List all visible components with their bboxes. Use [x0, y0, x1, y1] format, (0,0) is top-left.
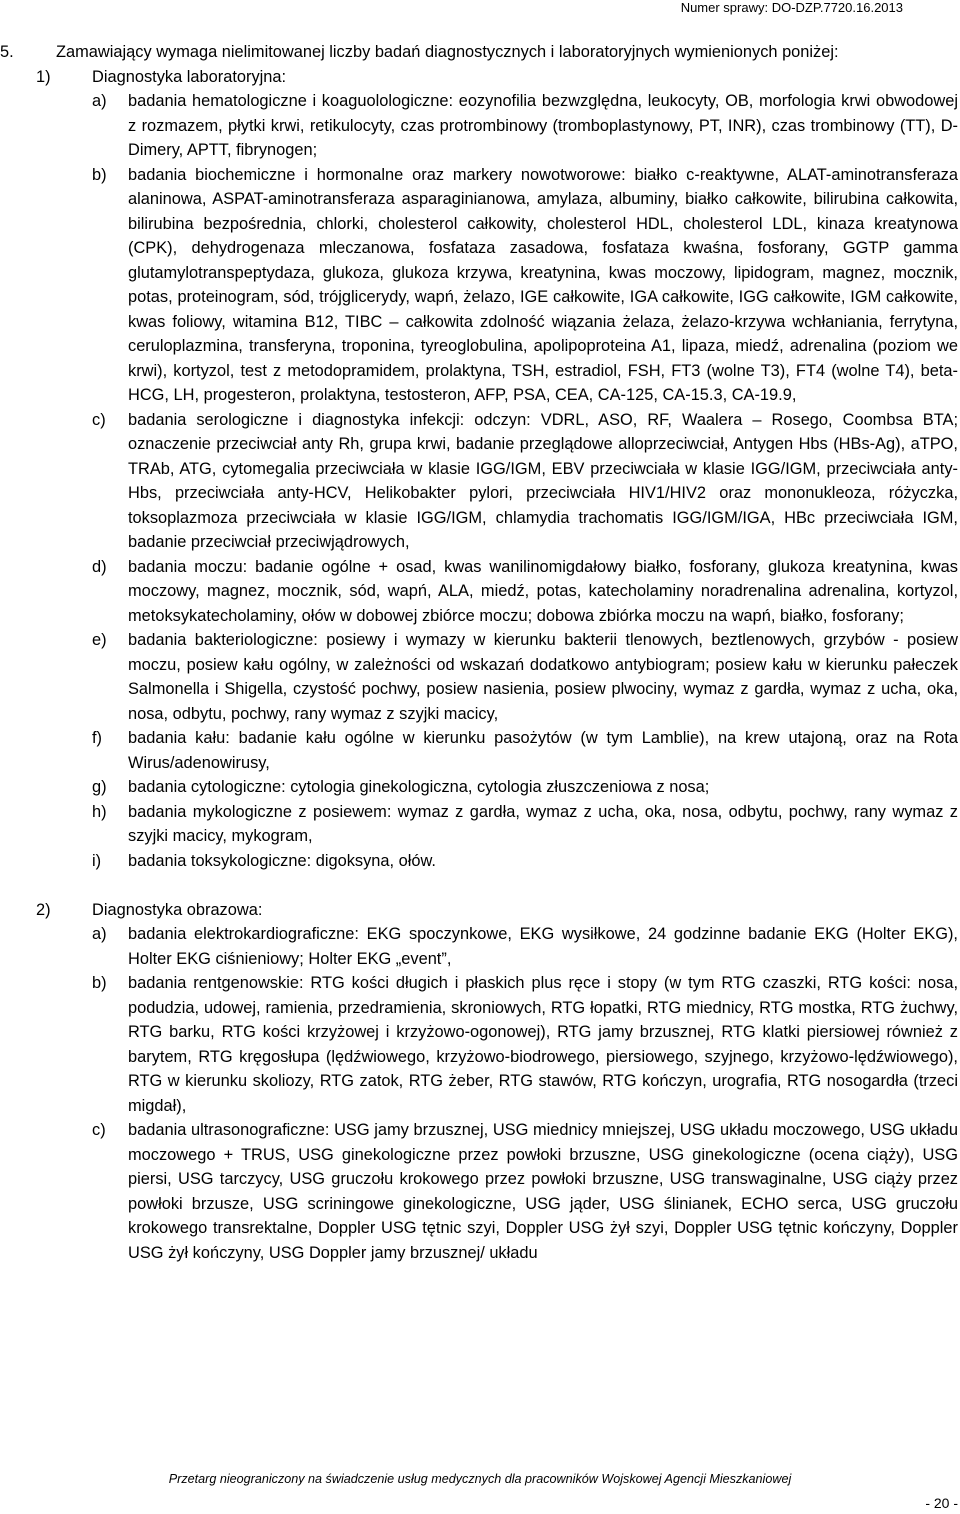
- subsection-number: 1): [36, 67, 51, 86]
- list-item: [0, 971, 960, 1118]
- item-text: badania bakteriologiczne: posiewy i wymazy w kierunku bakterii tlenowych, beztlenowych, grzybów - posiew moczu, posiew kału ogólny, w zależności od wskazań dodatkowo antybiogram; posiew kału w kierunku pałeczek Salmonella i Shigella, czystość pochwy, posiew nasienia, posiew plwociny, wymaz z gardła, wymaz z ucha, oka, nosa, odbytu, pochwy, rany wymaz z szyjki macicy,: [128, 631, 958, 723]
- item-text: badania elektrokardiograficzne: EKG spoczynkowe, EKG wysiłkowe, 24 godzinne badanie EKG (Holter EKG), Holter EKG ciśnieniowy; Holter EKG „event”,: [128, 925, 958, 968]
- subsection-title: Diagnostyka laboratoryjna:: [92, 67, 287, 86]
- list-item: [0, 726, 960, 775]
- item-text: badania toksykologiczne: digoksyna, ołów.: [128, 851, 436, 870]
- item-label: e): [92, 631, 107, 649]
- list-item: [0, 163, 960, 408]
- item-text: badania biochemiczne i hormonalne oraz markery nowotworowe: białko c-reaktywne, ALAT-aminotransferaza alaninowa, ASPAT-aminotransferaza asparaginianowa, amylaza, albuminy, białko całkowite, bilirubina całkowita, bilirubina bezpośrednia, chlorki, cholesterol całkowity, cholesterol HDL, cholesterol LDL, kinaza kreatynowa (CPK), dehydrogenaza mleczanowa, fosfataza zasadowa, fosfataza kwaśna, fosforany, GGTP gamma glutamylotranspeptydaza, glukoza, glukoza krzywa, kreatynina, kwas moczowy, lipidogram, magnez, mocznik, potas, proteinogram, sód, trójglicerydy, wapń, żelazo, IGE całkowite, IGA całkowite, IGG całkowite, IGM całkowite, kwas foliowy, witamina B12, TIBC – całkowita zdolność wiązania żelaza, żelazo-krzywa wchłaniania, ferrytyna, ceruloplazmina, transferyna, troponina, tyreoglobulina, apolipoproteina A1, lipaza, miedź, adrenalina (poziom we krwi), kortyzol, test z metodopramidem, prolaktyna, TSH, estradiol, FSH, FT3 (wolne T3), FT4 (wolne T4), beta-HCG, LH, progesteron, prolaktyna, testosteron, AFP, PSA, CEA, CA-125, CA-15.3, CA-19.9,: [128, 165, 958, 404]
- list-item: [0, 800, 960, 849]
- subsection-number: 2): [36, 900, 51, 919]
- imaging-diagnostics-heading: [0, 898, 960, 923]
- item-label: c): [92, 410, 106, 429]
- lab-diagnostics-heading: [0, 65, 960, 90]
- subsection-title: Diagnostyka obrazowa:: [92, 900, 263, 919]
- item-text: badania hematologiczne i koaguolologiczne: eozynofilia bezwzględna, leukocyty, OB, morfologia krwi obwodowej z rozmazem, płytki krwi, retikulocyty, czas protrombinowy (tromboplastynowy, PT, INR), czas trombinowy (TT), D-Dimery, APTT, fibrynogen;: [128, 92, 958, 159]
- item-label: f): [92, 729, 103, 747]
- item-label: g): [92, 778, 107, 796]
- item-label: i): [92, 851, 102, 870]
- footer-text: Przetarg nieograniczony na świadczenie usług medycznych dla pracowników Wojskowej Agencji Mieszkaniowej: [168, 1472, 792, 1486]
- spacer: [0, 873, 960, 898]
- item-text: badania moczu: badanie ogólne + osad, kwas wanilinomigdałowy białko, fosforany, glukoza kreatynina, kwas moczowy, magnez, mocznik, sód, wapń, ALA, miedź, potas, katecholaminy noradrenalina adrenalina, kortyzol, metoksykatecholaminy, ołów w dobowej zbiórce moczu; dobowa zbiórka moczu na wapń, białko, fosforany;: [128, 557, 958, 625]
- item-text: badania kału: badanie kału ogólne w kierunku pasożytów (w tym Lamblie), na krew utajoną, oraz na Rota Wirus/adenowirusy,: [128, 729, 958, 772]
- item-text: badania cytologiczne: cytologia ginekologiczna, cytologia złuszczeniowa z nosa;: [128, 778, 710, 796]
- list-item: [0, 922, 960, 971]
- list-item: [0, 89, 960, 163]
- case-number: Numer sprawy: DO-DZP.7720.16.2013: [680, 0, 903, 15]
- section-intro-text: Zamawiający wymaga nielimitowanej liczby badań diagnostycznych i laboratoryjnych wymienionych poniżej:: [56, 43, 839, 61]
- list-item: [0, 849, 960, 874]
- list-item: [0, 408, 960, 555]
- item-text: badania mykologiczne z posiewem: wymaz z gardła, wymaz z ucha, oka, nosa, odbytu, pochwy, rany wymaz z szyjki macicy, mykogram,: [128, 802, 958, 845]
- list-item: [0, 775, 960, 800]
- list-item: [0, 555, 960, 629]
- item-label: h): [92, 802, 107, 821]
- item-text: badania rentgenowskie: RTG kości długich i płaskich plus ręce i stopy (w tym RTG czaszki, RTG kości: nosa, podudzia, udowej, ramienia, przedramienia, skroniowych, RTG łopatki, RTG miednicy, RTG mostka, RTG żuchwy, RTG barku, RTG kości krzyżowej i krzyżowo-ogonowej), RTG jamy brzusznej, RTG klatki piersiowej również z barytem, RTG kręgosłupa (lędźwiowego, krzyżowo-biodrowego, piersiowego, szyjnego, krzyżowo-lędźwiowego), RTG w kierunku skoliozy, RTG zatok, RTG żeber, RTG stawów, RTG kończyn, urografia, RTG nosogardła (trzeci migdał),: [128, 974, 958, 1115]
- section-5: [0, 40, 960, 65]
- section-number: 5.: [0, 43, 14, 61]
- page-number: - 20 -: [925, 1495, 958, 1511]
- item-label: c): [92, 1121, 106, 1139]
- list-item: [0, 628, 960, 726]
- item-label: a): [92, 92, 107, 110]
- item-text: badania ultrasonograficzne: USG jamy brzusznej, USG miednicy mniejszej, USG układu moczowego, USG układu moczowego + TRUS, USG ginekologiczne przez powłoki brzuszne, USG ginekologiczne (ocena ciąży), USG piersi, USG tarczycy, USG gruczołu krokowego przez powłoki brzuszne, USG transwaginalne, USG ciąży przez powłoki brzusze, USG scriningowe ginekologiczne, USG jąder, USG ślinianek, ECHO serca, USG gruczołu krokowego transrektalne, Doppler USG tętnic szyi, Doppler USG żył szyi, Doppler USG tętnic kończyny, Doppler USG żył kończyny, USG Doppler jamy brzusznej/ układu: [128, 1121, 958, 1262]
- item-text: badania serologiczne i diagnostyka infekcji: odczyn: VDRL, ASO, RF, Waalera – Rosego, Coombsa BTA; oznaczenie przeciwciał anty Rh, grupa krwi, badanie przeglądowe alloprzeciwciał, Antygen Hbs (HBs-Ag), aTPO, TRAb, ATG, cytomegalia przeciwciała w klasie IGG/IGM, EBV przeciwciała w klasie IGG/IGM, przeciwciała anty-Hbs, przeciwciała anty-HCV, Helikobakter pylori, przeciwciała HIV1/HIV2 oraz mononukleoza, różyczka, toksoplazmoza przeciwciała w klasie IGG/IGM, chlamydia trachomatis IGG/IGM/IGA, HBc przeciwciała IGM, badanie przeciwciał przeciwjądrowych,: [128, 410, 958, 551]
- item-label: b): [92, 165, 107, 184]
- item-label: b): [92, 974, 107, 992]
- item-label: a): [92, 925, 107, 943]
- list-item: [0, 1118, 960, 1265]
- item-label: d): [92, 557, 107, 576]
- document-body: [0, 40, 960, 1265]
